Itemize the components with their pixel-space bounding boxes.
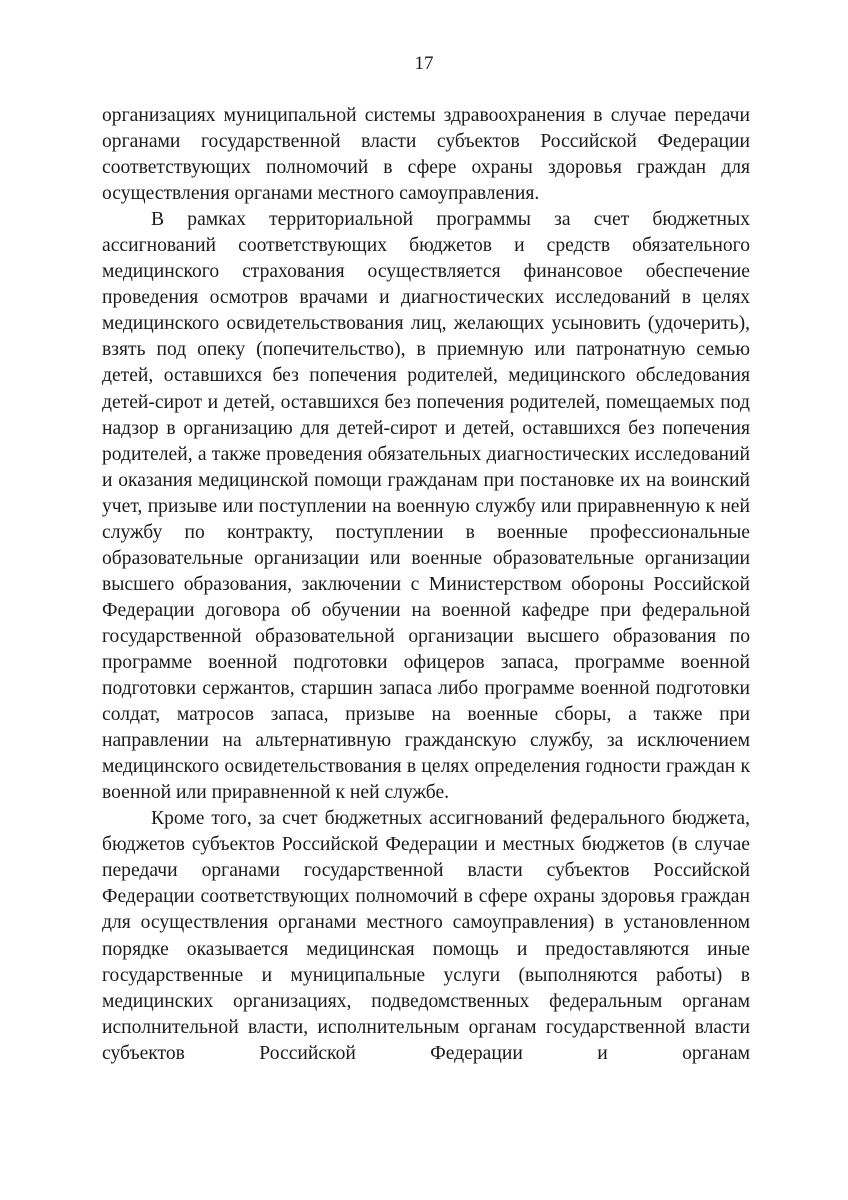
paragraph: организациях муниципальной системы здравоохранения в случае передачи органами государственной власти субъектов Российской Федерации соответствующих полномочий в сфере охраны здоровья граждан для осуществления органами местного самоуправления. xyxy=(102,105,750,205)
document-body xyxy=(102,103,750,1067)
page-number: 17 xyxy=(414,53,434,74)
paragraph: В рамках территориальной программы за счет бюджетных ассигнований соответствующих бюджетов и средств обязательного медицинского страхования осуществляется финансовое обеспечение проведения осмотров врачами и диагностических исследований в целях медицинского освидетельствования лиц, желающих усыновить (удочерить), взять под опеку (попечительство), в приемную или патронатную семью детей, оставшихся без попечения родителей, медицинского обследования детей-сирот и детей, оставшихся без попечения родителей, помещаемых под надзор в организацию для детей-сирот и детей, оставшихся без попечения родителей, а также проведения обязательных диагностических исследований и оказания медицинской помощи гражданам при постановке их на воинский учет, призыве или поступлении на военную службу или приравненную к ней службу по контракту, поступлении в военные профессиональные образовательные организации или военные образовательные организации высшего образования, заключении с Министерством обороны Российской Федерации договора об обучении на военной кафедре при федеральной государственной образовательной организации высшего образования по программе военной подготовки офицеров запаса, программе военной подготовки сержантов, старшин запаса либо программе военной подготовки солдат, матросов запаса, призыве на военные сборы, а также при направлении на альтернативную гражданскую службу, за исключением медицинского освидетельствования в целях определения годности граждан к военной или приравненной к ней службе. xyxy=(102,209,750,804)
paragraph: Кроме того, за счет бюджетных ассигнований федерального бюджета, бюджетов субъектов Российской Федерации и местных бюджетов (в случае передачи органами государственной власти субъектов Российской Федерации соответствующих полномочий в сфере охраны здоровья граждан для осуществления органами местного самоуправления) в установленном порядке оказывается медицинская помощь и предоставляются иные государственные и муниципальные услуги (выполняются работы) в медицинских организациях, подведомственных федеральным органам исполнительной власти, исполнительным органам государственной власти субъектов Российской Федерации и органам xyxy=(102,808,750,1064)
